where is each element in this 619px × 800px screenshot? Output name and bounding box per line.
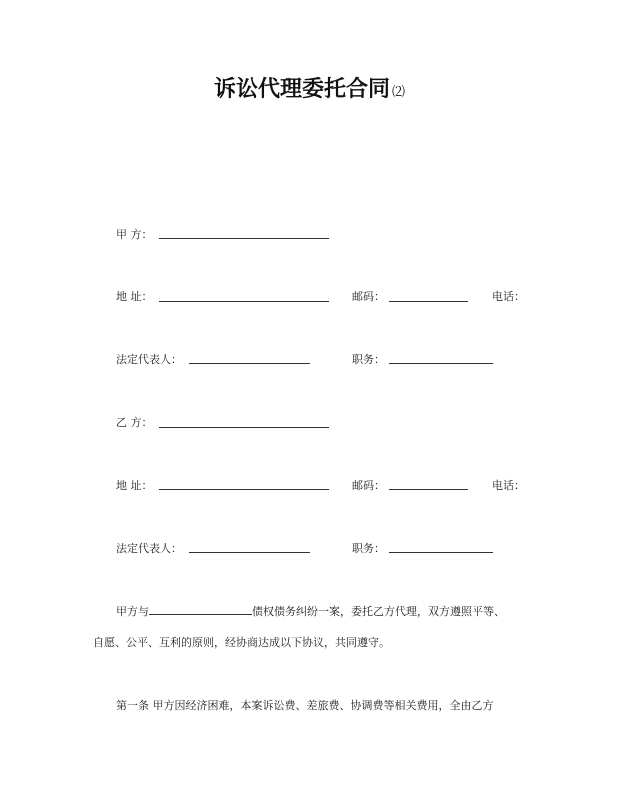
party-b-field[interactable] bbox=[159, 427, 329, 428]
party-a-postcode-label: 邮码： bbox=[352, 290, 385, 303]
party-a-postcode-field[interactable] bbox=[389, 301, 468, 302]
party-b-position-label: 职务： bbox=[352, 542, 385, 555]
party-a-field[interactable] bbox=[159, 238, 329, 239]
party-b-rep-field[interactable] bbox=[189, 552, 310, 553]
party-a-address-field[interactable] bbox=[159, 301, 329, 302]
party-b-address-field[interactable] bbox=[159, 489, 329, 490]
party-b-position-field[interactable] bbox=[389, 552, 493, 553]
party-b-address-label: 地 址： bbox=[116, 479, 153, 492]
intro-paragraph-line2: 自愿、公平、互利的原则，经协商达成以下协议，共同遵守。 bbox=[93, 636, 390, 649]
party-a-phone-label: 电话： bbox=[492, 290, 525, 303]
party-a-rep-label: 法定代表人： bbox=[116, 353, 182, 366]
party-a-position-field[interactable] bbox=[389, 363, 493, 364]
party-b-postcode-label: 邮码： bbox=[352, 479, 385, 492]
party-a-rep-field[interactable] bbox=[189, 363, 310, 364]
title-suffix: ⑵ bbox=[392, 85, 406, 100]
party-a-label: 甲 方： bbox=[116, 228, 153, 241]
intro-paragraph-line1 bbox=[116, 603, 505, 619]
title-text: 诉讼代理委托合同 bbox=[213, 77, 390, 102]
page-title bbox=[0, 72, 619, 103]
intro-suffix: 债权债务纠纷一案，委托乙方代理，双方遵照平等、 bbox=[252, 605, 505, 618]
party-b-rep-label: 法定代表人： bbox=[116, 542, 182, 555]
party-a-position-label: 职务： bbox=[352, 353, 385, 366]
party-a-address-label: 地 址： bbox=[116, 290, 153, 303]
party-b-phone-label: 电话： bbox=[492, 479, 525, 492]
party-b-label: 乙 方： bbox=[116, 416, 153, 429]
party-b-postcode-field[interactable] bbox=[389, 489, 468, 490]
intro-prefix: 甲方与 bbox=[116, 605, 149, 618]
article-1: 第一条 甲方因经济困难，本案诉讼费、差旅费、协调费等相关费用，全由乙方 bbox=[116, 699, 494, 712]
dispute-party-field[interactable] bbox=[149, 603, 252, 615]
